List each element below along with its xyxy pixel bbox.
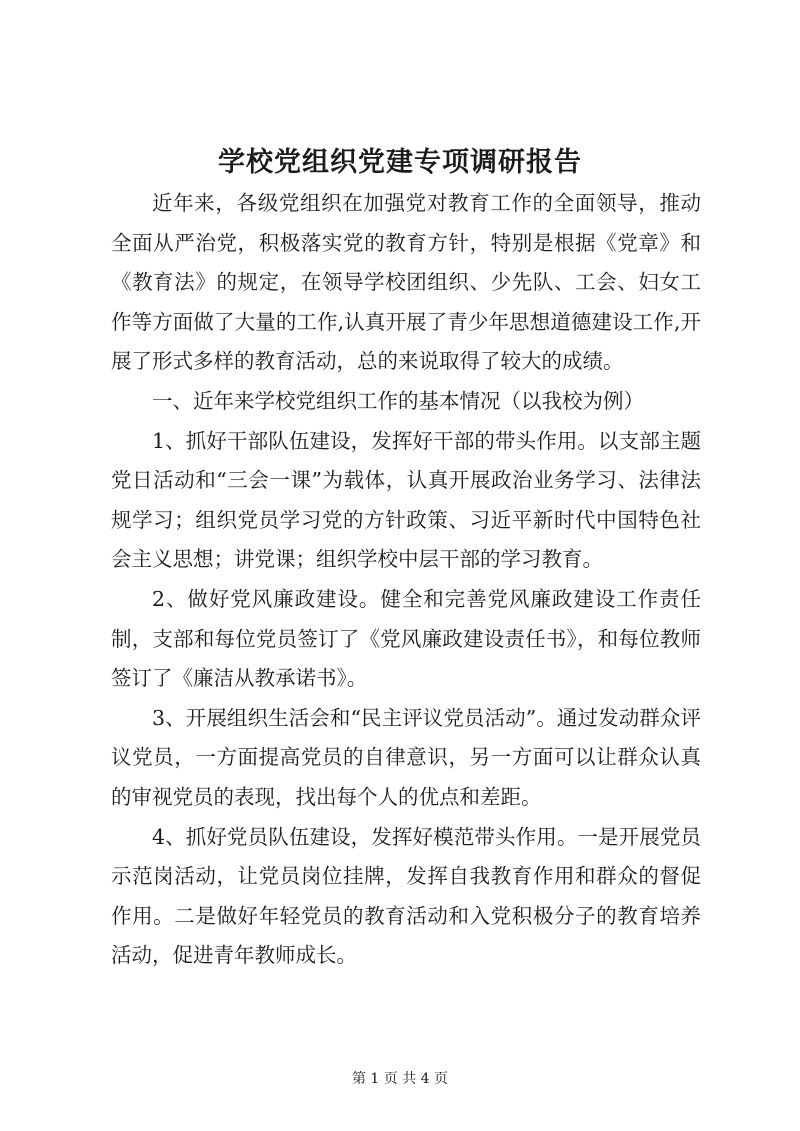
document-title: 学校党组织党建专项调研报告 <box>218 147 582 178</box>
paragraph-intro: 近年来，各级党组织在加强党对教育工作的全面领导，推动全面从严治党，积极落实党的教育方针，特别是根据《党章》和《教育法》的规定，在领导学校团组织、少先队、工会、妇女工作等方面做了大量的工作,认真开展了青少年思想道德建设工作,开展了形式多样的教育活动，总的来说取得了较大的成绩。 <box>111 191 701 374</box>
paragraph-item-1: 1、抓好干部队伍建设，发挥好干部的带头作用。以支部主题党日活动和“三会一课”为载体，认真开展政治业务学习、法律法规学习；组织党员学习党的方针政策、习近平新时代中国特色社会主义思想；讲党课；组织学校中层干部的学习教育。 <box>111 428 701 572</box>
page-number: 第 1 页 共 4 页 <box>351 1071 449 1087</box>
section-heading: 一、近年来学校党组织工作的基本情况（以我校为例） <box>152 388 644 413</box>
paragraph-item-3: 3、开展组织生活会和“民主评议党员活动”。通过发动群众评议党员，一方面提高党员的自律意识，另一方面可以让群众认真的审视党员的表现，找出每个人的优点和差距。 <box>111 705 701 809</box>
paragraph-item-4: 4、抓好党员队伍建设，发挥好模范带头作用。一是开展党员示范岗活动，让党员岗位挂牌，发挥自我教育作用和群众的督促作用。二是做好年轻党员的教育活动和入党积极分子的教育培养活动，促进青年教师成长。 <box>111 824 701 968</box>
document-body <box>111 184 701 976</box>
paragraph-item-2: 2、做好党风廉政建设。健全和完善党风廉政建设工作责任制，支部和每位党员签订了《党风廉政建设责任书》，和每位教师签订了《廉洁从教承诺书》。 <box>111 586 701 691</box>
